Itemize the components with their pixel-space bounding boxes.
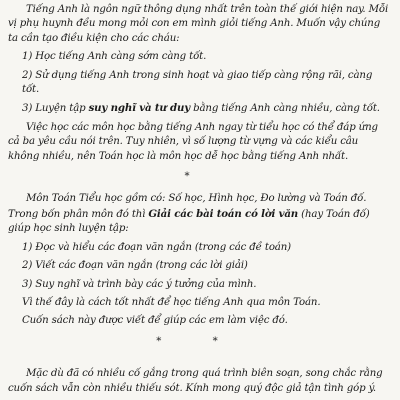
math-line-3: giúp học sinh luyện tập: — [8, 223, 129, 235]
math-item-2: 2) Viết các đoạn văn ngắn (trong các lời giải) — [22, 260, 248, 272]
math-line-2-bold: Giải các bài toán có lời văn — [148, 207, 299, 220]
math-line-1: Môn Toán Tiểu học gồm có: Số học, Hình học, Đo lường và Toán đố. — [26, 193, 367, 205]
section-separator-1: * — [184, 171, 214, 183]
outro-line-1: Mặc dù đã có nhiều cố gắng trong quá trình biên soạn, song chắc rằng — [26, 368, 383, 380]
intro-item-3-post: bằng tiếng Anh càng nhiều, càng tốt. — [190, 103, 380, 115]
math-line-2-post: (hay Toán đố) — [298, 208, 370, 220]
math-purpose: Cuốn sách này được viết để giúp các em làm việc đó. — [22, 315, 288, 327]
section-separator-2: * * — [156, 335, 242, 347]
intro-closing-1: Việc học các môn học bằng tiếng Anh ngay từ tiểu học có thể đáp ứng — [26, 121, 378, 133]
math-conclusion: Vì thế đây là cách tốt nhất để học tiếng Anh qua môn Toán. — [22, 296, 321, 308]
intro-item-1: 1) Học tiếng Anh càng sớm càng tốt. — [22, 51, 207, 63]
outro-line-2: cuốn sách vẫn còn nhiều thiếu sót. Kính mong quý độc giả tận tình góp ý. — [8, 382, 376, 394]
math-item-3: 3) Suy nghĩ và trình bày các ý tưởng của mình. — [22, 278, 257, 290]
intro-item-2: 2) Sử dụng tiếng Anh trong sinh hoạt và giao tiếp càng rộng rãi, càng tốt. — [22, 69, 373, 96]
math-item-1: 1) Đọc và hiểu các đoạn văn ngắn (trong các đề toán) — [22, 241, 291, 253]
intro-item-3-bold: suy nghĩ và tư duy — [88, 102, 191, 115]
intro-line-2: vị phụ huynh đều mong mỏi con em mình giỏi tiếng Anh. Muốn vậy chúng — [8, 18, 381, 30]
math-line-2-pre: Trong bốn phân môn đó thì — [8, 208, 149, 220]
math-line-2 — [8, 207, 390, 222]
intro-item-3 — [8, 101, 390, 116]
intro-closing-2: cả ba yêu cầu nói trên. Tuy nhiên, vì số lượng từ vựng và các kiểu câu — [8, 136, 359, 148]
intro-line-3: ta cần tạo điều kiện cho các cháu: — [8, 32, 180, 44]
intro-item-3-pre: 3) Luyện tập — [22, 103, 89, 115]
intro-closing-3: không nhiều, nên Toán học là môn học dễ học bằng tiếng Anh nhất. — [8, 150, 349, 162]
intro-line-1: Tiếng Anh là ngôn ngữ thông dụng nhất trên toàn thế giới hiện nay. Mỗi — [26, 4, 389, 15]
